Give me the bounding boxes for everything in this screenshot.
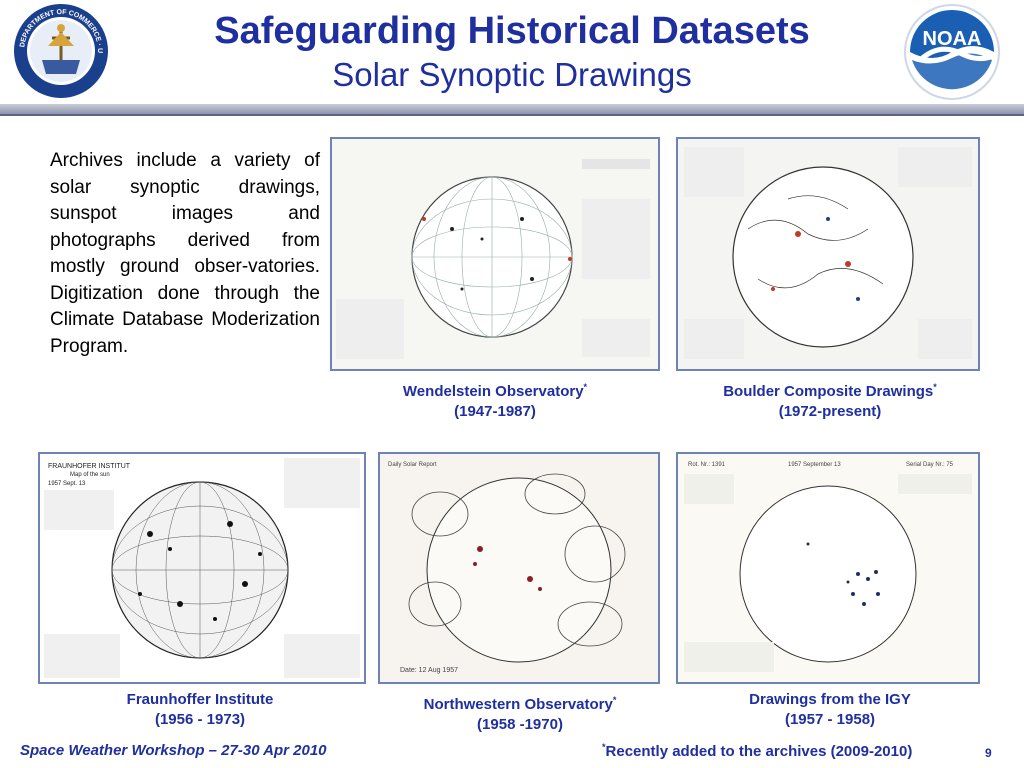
- northwestern-header: Daily Solar Report: [388, 462, 437, 468]
- caption-asterisk: *: [612, 695, 617, 705]
- page-number: 9: [985, 746, 992, 760]
- header-divider: [0, 104, 1024, 114]
- igy-date: 1957 September 13: [788, 462, 841, 468]
- footer-note: [602, 742, 912, 760]
- wendelstein-drawing: [330, 137, 660, 371]
- caption-wendelstein: [380, 377, 610, 422]
- footer-workshop: Space Weather Workshop – 27-30 Apr 2010: [20, 742, 327, 759]
- caption-wendelstein-years: (1947-1987): [454, 403, 536, 420]
- noaa-logo: [902, 2, 1002, 102]
- caption-northwestern-years: (1958 -1970): [477, 716, 563, 733]
- boulder-drawing: [676, 137, 980, 371]
- caption-igy-name: Drawings from the IGY: [749, 691, 911, 708]
- page-title: Safeguarding Historical Datasets: [214, 10, 810, 52]
- caption-igy: [700, 690, 960, 730]
- footer-asterisk: *: [602, 742, 606, 752]
- caption-fraunhofer: [60, 690, 340, 730]
- footer-note-text: Recently added to the archives (2009-2010): [605, 743, 913, 760]
- igy-drawing: [676, 452, 980, 684]
- seal-text: DEPARTMENT OF COMMERCE · U: [19, 8, 104, 54]
- northwestern-date: Date: 12 Aug 1957: [400, 667, 458, 674]
- caption-northwestern: [390, 690, 650, 735]
- igy-rotation: Rot. Nr.: 1391: [688, 462, 726, 468]
- caption-fraunhofer-name: Fraunhoffer Institute: [126, 691, 274, 708]
- caption-boulder: [700, 377, 960, 422]
- fraunhofer-subheader: Map of the sun: [70, 472, 110, 478]
- caption-wendelstein-name: Wendelstein Observatory: [402, 383, 584, 400]
- igy-serial: Serial Day Nr.: 75: [906, 462, 954, 468]
- caption-boulder-name: Boulder Composite Drawings: [723, 383, 934, 400]
- noaa-logo-text: NOAA: [922, 28, 982, 50]
- northwestern-drawing: [378, 452, 660, 684]
- page-subtitle: Solar Synoptic Drawings: [332, 56, 692, 93]
- caption-igy-years: (1957 - 1958): [784, 711, 876, 728]
- fraunhofer-date: 1957 Sept. 13: [48, 481, 86, 487]
- caption-asterisk: *: [583, 382, 588, 392]
- header-divider-line: [0, 114, 1024, 116]
- caption-northwestern-name: Northwestern Observatory: [423, 696, 613, 713]
- fraunhofer-header: FRAUNHOFER INSTITUT: [48, 463, 131, 470]
- caption-boulder-years: (1972-present): [778, 403, 882, 420]
- fraunhofer-drawing: [38, 452, 366, 684]
- caption-asterisk: *: [933, 382, 937, 392]
- caption-fraunhofer-years: (1956 - 1973): [154, 711, 246, 728]
- description-paragraph: Archives include a variety of solar synoptic drawings, sunspot images and photographs derived from mostly ground obser-vatories. Digitization done through the Climate Database Moderization Program.: [50, 150, 320, 357]
